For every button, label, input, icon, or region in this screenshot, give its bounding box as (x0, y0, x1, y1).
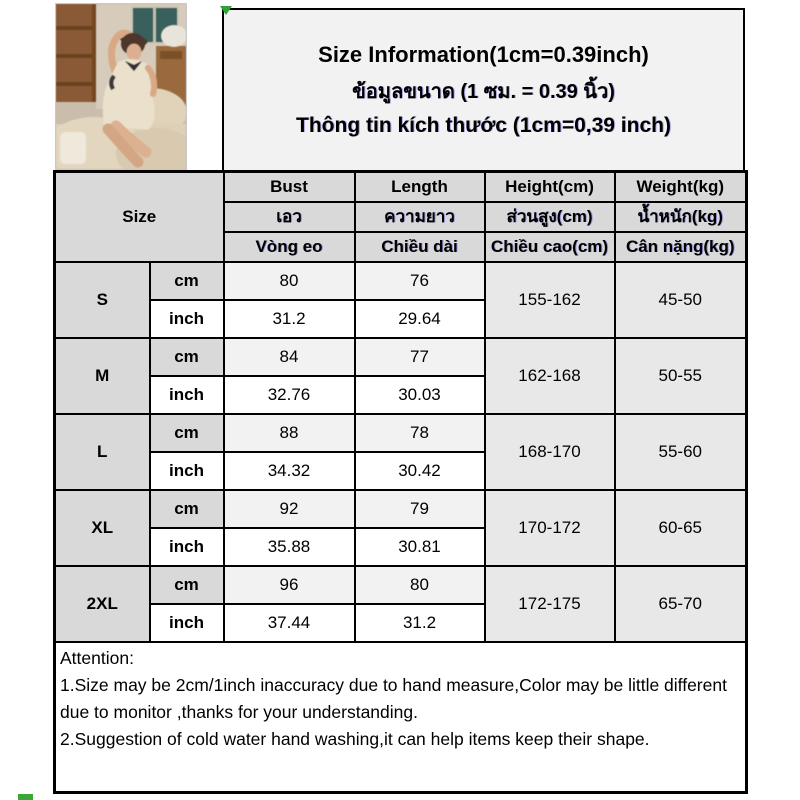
length-value: 77 (355, 338, 485, 376)
unit-label: cm (150, 262, 224, 300)
header-weight-th: น้ำหนัก(kg) (615, 202, 747, 232)
height-range: 172-175 (485, 566, 615, 642)
unit-label: inch (150, 376, 224, 414)
length-value: 30.03 (355, 376, 485, 414)
header-bust-en: Bust (224, 172, 355, 202)
attention-line-2: 2.Suggestion of cold water hand washing,it can help items keep their shape. (60, 728, 650, 749)
length-value: 79 (355, 490, 485, 528)
bust-value: 34.32 (224, 452, 355, 490)
header-size: Size (55, 172, 224, 262)
title-vietnamese: Thông tin kích thước (1cm=0,39 inch) (296, 114, 671, 137)
size-table (53, 170, 748, 794)
unit-label: cm (150, 338, 224, 376)
bust-value: 84 (224, 338, 355, 376)
height-range: 162-168 (485, 338, 615, 414)
attention-box (55, 642, 747, 793)
size-row-label: M (55, 338, 150, 414)
unit-label: cm (150, 566, 224, 604)
bust-value: 32.76 (224, 376, 355, 414)
unit-label: inch (150, 300, 224, 338)
header-length-th: ความยาว (355, 202, 485, 232)
header-bust-vi: Vòng eo (224, 232, 355, 262)
bust-value: 37.44 (224, 604, 355, 642)
bust-value: 80 (224, 262, 355, 300)
header-weight-vi: Cân nặng(kg) (615, 232, 747, 262)
weight-range: 60-65 (615, 490, 747, 566)
bust-value: 96 (224, 566, 355, 604)
length-value: 30.42 (355, 452, 485, 490)
height-range: 155-162 (485, 262, 615, 338)
unit-label: cm (150, 490, 224, 528)
length-value: 78 (355, 414, 485, 452)
weight-range: 45-50 (615, 262, 747, 338)
height-range: 170-172 (485, 490, 615, 566)
attention-line-1: 1.Size may be 2cm/1inch inaccuracy due to hand measure,Color may be little different due to monitor ,thanks for your understanding. (60, 674, 727, 722)
unit-label: inch (150, 452, 224, 490)
size-row-label: 2XL (55, 566, 150, 642)
length-value: 29.64 (355, 300, 485, 338)
size-row-label: XL (55, 490, 150, 566)
photo-illustration (56, 4, 186, 169)
length-value: 76 (355, 262, 485, 300)
length-value: 30.81 (355, 528, 485, 566)
size-row-label: S (55, 262, 150, 338)
title-thai: ข้อมูลขนาด (1 ซม. = 0.39 นิ้ว) (352, 81, 615, 103)
bust-value: 92 (224, 490, 355, 528)
header-height-th: ส่วนสูง(cm) (485, 202, 615, 232)
green-edge-artifact (18, 794, 33, 800)
attention-heading: Attention: (60, 647, 134, 668)
header-length-en: Length (355, 172, 485, 202)
title-box (222, 8, 745, 172)
header-length-vi: Chiều dài (355, 232, 485, 262)
length-value: 31.2 (355, 604, 485, 642)
weight-range: 55-60 (615, 414, 747, 490)
unit-label: cm (150, 414, 224, 452)
bust-value: 31.2 (224, 300, 355, 338)
size-row-label: L (55, 414, 150, 490)
bust-value: 35.88 (224, 528, 355, 566)
header-height-vi: Chiều cao(cm) (485, 232, 615, 262)
unit-label: inch (150, 604, 224, 642)
length-value: 80 (355, 566, 485, 604)
weight-range: 65-70 (615, 566, 747, 642)
bust-value: 88 (224, 414, 355, 452)
product-photo (55, 3, 187, 170)
header-height-en: Height(cm) (485, 172, 615, 202)
header-weight-en: Weight(kg) (615, 172, 747, 202)
header-bust-th: เอว (224, 202, 355, 232)
green-corner-marker-icon (220, 6, 232, 15)
unit-label: inch (150, 528, 224, 566)
title-english: Size Information(1cm=0.39inch) (318, 42, 649, 67)
weight-range: 50-55 (615, 338, 747, 414)
height-range: 168-170 (485, 414, 615, 490)
